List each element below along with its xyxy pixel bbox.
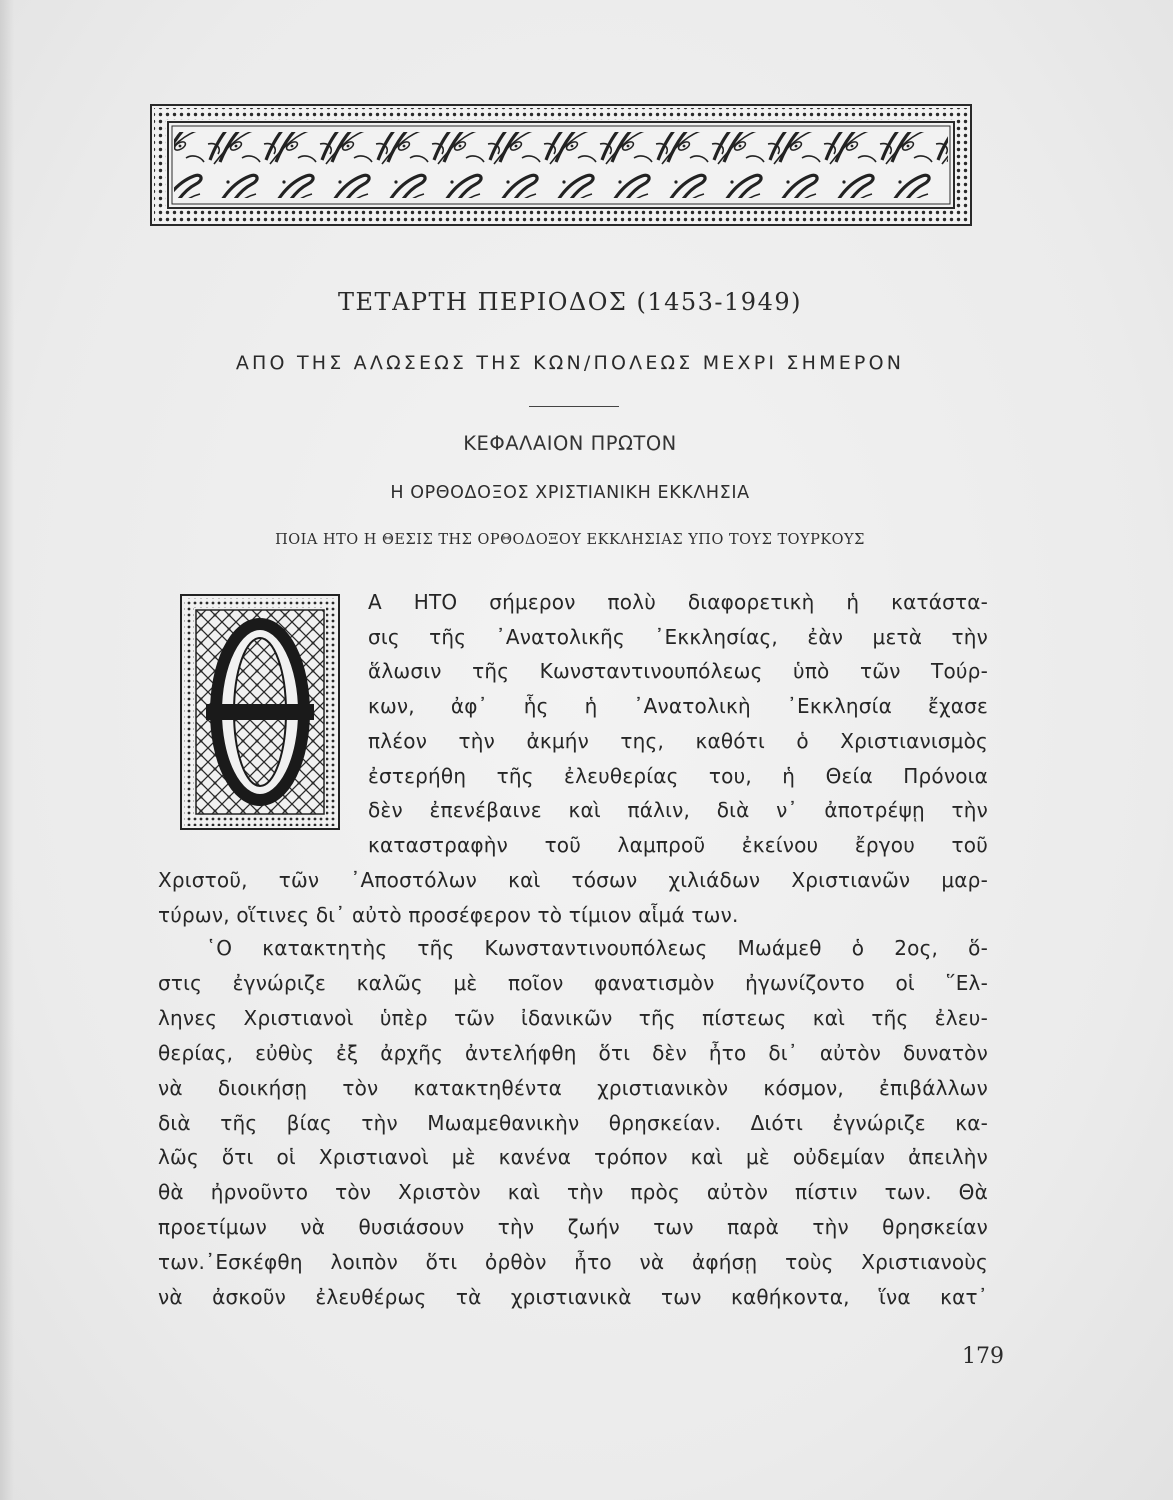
text-line: σις τῆς ᾿Ανατολικῆς ᾿Εκκλησίας, ἐὰν μετὰ τὴν xyxy=(368,624,988,649)
binding-shadow xyxy=(0,0,14,1500)
page-number: 179 xyxy=(962,1344,1004,1369)
text-line: διὰ τῆς βίας τὴν Μωαμεθανικὴν θρησκείαν. Διότι ἐγνώριζε κα- xyxy=(158,1110,988,1135)
text-line: τύρων, οἵτινες δι᾿ αὐτὸ προσέφερον τὸ τίμιον αἷμά των. xyxy=(158,902,739,927)
period-title: ΤΕΤΑΡΤΗ ΠΕΡΙΟΔΟΣ (1453-1949) xyxy=(338,288,802,316)
decorative-header-band xyxy=(150,104,972,226)
text-line: λῶς ὅτι οἱ Χριστιανοὶ μὲ κανένα τρόπον καὶ μὲ οὐδεμίαν ἀπειλὴν xyxy=(158,1145,988,1170)
text-line: προετίμων νὰ θυσιάσουν τὴν ζωήν των παρὰ τὴν θρησκείαν xyxy=(158,1215,988,1240)
text-line: Χριστοῦ, τῶν ᾿Αποστόλων καὶ τόσων χιλιάδων Χριστιανῶν μαρ- xyxy=(158,868,988,892)
text-line: ῾Ο κατακτητὴς τῆς Κωνσταντινουπόλεως Μωάμεθ ὁ 2ος, ὅ- xyxy=(206,936,988,960)
text-line: κων, ἀφ᾿ ἧς ἡ ᾿Ανατολικὴ ᾿Εκκλησία ἔχασε xyxy=(368,694,988,719)
text-line: στις ἐγνώριζε καλῶς μὲ ποῖον φανατισμὸν ἠγωνίζοντο οἱ ῞Ελ- xyxy=(158,970,988,995)
section-title: ΠΟΙΑ ΗΤΟ Η ΘΕΣΙΣ ΤΗΣ ΟΡΘΟΔΟΞΟΥ ΕΚΚΛΗΣΙΑΣ ΥΠΟ ΤΟΥΣ ΤΟΥΡΚΟΥΣ xyxy=(275,532,865,548)
text-line: ἐστερήθη τῆς ἐλευθερίας του, ἡ Θεία Πρόνοια xyxy=(368,763,988,788)
text-line: ληνες Χριστιανοὶ ὑπὲρ τῶν ἰδανικῶν τῆς πίστεως καὶ τῆς ἐλευ- xyxy=(158,1005,988,1030)
text-line: ἅλωσιν τῆς Κωνσταντινουπόλεως ὑπὸ τῶν Τούρ- xyxy=(368,659,988,684)
title-divider xyxy=(529,406,619,407)
drop-cap-initial xyxy=(180,594,340,830)
text-line: των.᾿Εσκέφθη λοιπὸν ὅτι ὀρθὸν ἦτο νὰ ἀφήσῃ τοὺς Χριστιανοὺς xyxy=(158,1250,988,1275)
text-line: θὰ ἠρνοῦντο τὸν Χριστὸν καὶ τὴν πρὸς αὐτὸν πίστιν των. Θὰ xyxy=(158,1180,988,1205)
text-line: Α ΗΤΟ σήμερον πολὺ διαφορετικὴ ἡ κατάστα- xyxy=(368,590,988,614)
text-line: νὰ διοικήσῃ τὸν κατακτηθέντα χριστιανικὸν κόσμον, ἐπιβάλλων xyxy=(158,1075,988,1100)
chapter-label: ΚΕΦΑΛΑΙΟΝ ΠΡΩΤΟΝ xyxy=(463,432,677,455)
text-line: δὲν ἐπενέβαινε καὶ πάλιν, διὰ ν᾿ ἀποτρέψῃ τὴν xyxy=(368,798,988,823)
text-line: νὰ ἀσκοῦν ἐλευθέρως τὰ χριστιανικὰ των καθήκοντα, ἵνα κατ᾿ xyxy=(158,1285,988,1309)
text-line: πλέον τὴν ἀκμήν της, καθότι ὁ Χριστιανισμὸς xyxy=(368,728,988,753)
period-subtitle: ΑΠΟ ΤΗΣ ΑΛΩΣΕΩΣ ΤΗΣ ΚΩΝ/ΠΟΛΕΩΣ ΜΕΧΡΙ ΣΗΜΕΡΟΝ xyxy=(235,352,905,374)
chapter-title: Η ΟΡΘΟΔΟΞΟΣ ΧΡΙΣΤΙΑΝΙΚΗ ΕΚΚΛΗΣΙΑ xyxy=(390,483,750,503)
text-line: θερίας, εὐθὺς ἐξ ἀρχῆς ἀντελήφθη ὅτι δὲν ἦτο δι᾿ αὐτὸν δυνατὸν xyxy=(158,1040,988,1065)
text-line: καταστραφὴν τοῦ λαμπροῦ ἐκείνου ἔργου τοῦ xyxy=(368,832,988,857)
drop-cap-letter: Θ xyxy=(259,718,261,719)
